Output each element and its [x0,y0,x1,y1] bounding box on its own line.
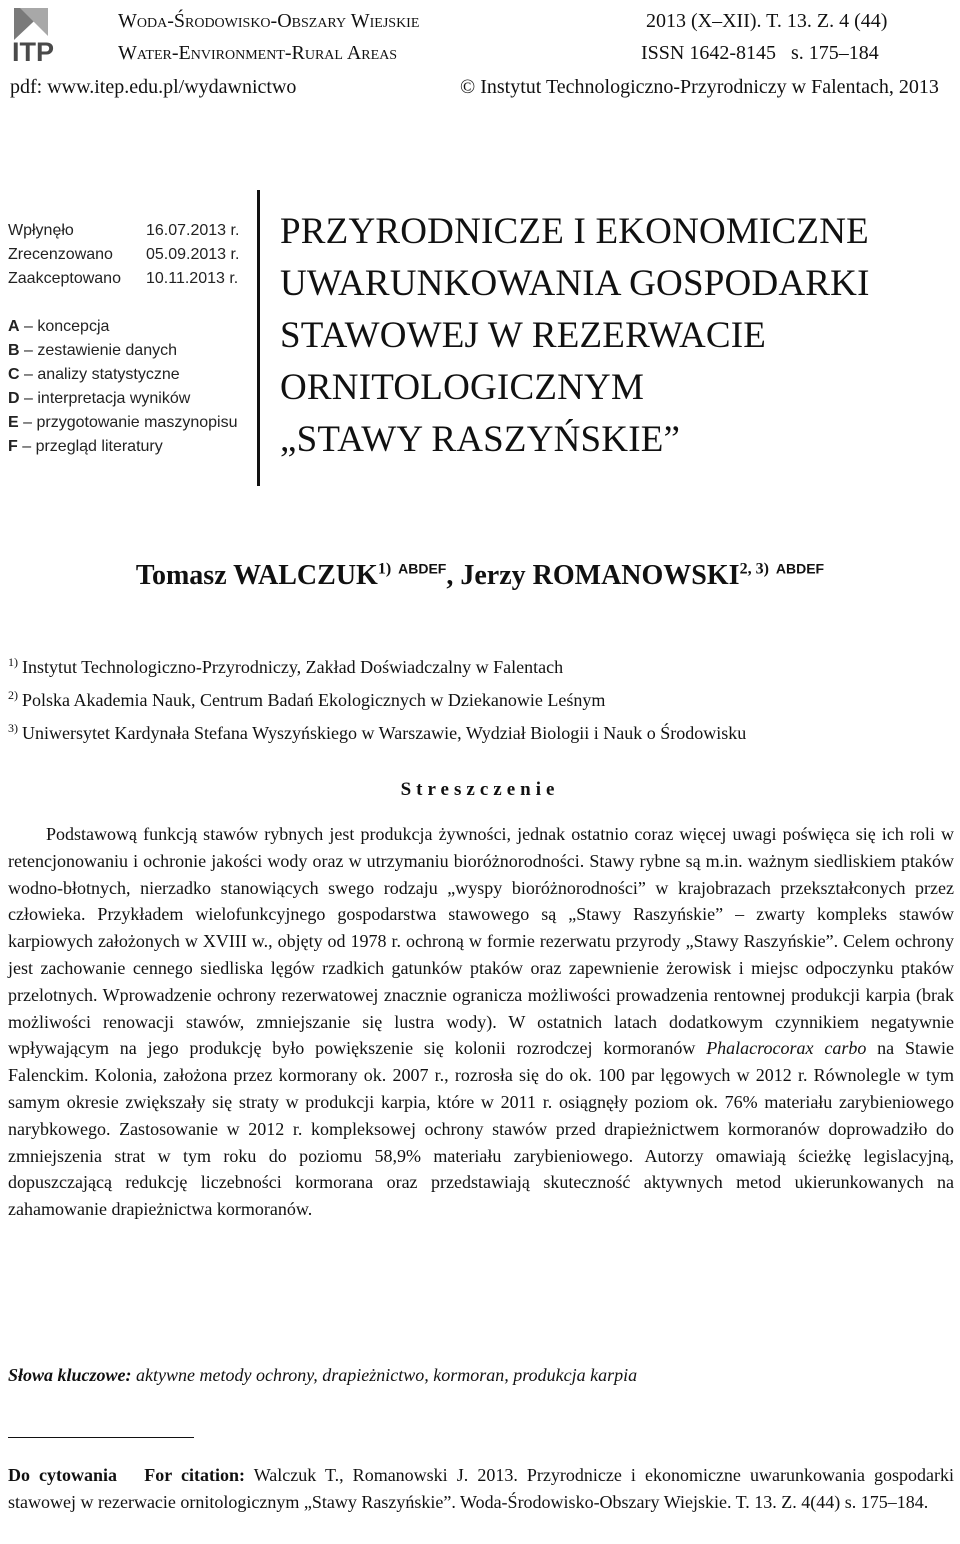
paper-title [280,206,870,466]
journal-title-pl: Woda-Środowisko-Obszary Wiejskie [118,10,420,32]
contribution-item: D – interpretacja wyników [8,390,191,407]
author-contrib-code: ABDEF [398,560,447,577]
citation-label-en: For citation: [144,1465,245,1485]
keywords-text: aktywne metody ochrony, drapieżnictwo, kormoran, produkcja karpia [131,1365,638,1385]
abstract-text: Podstawową funkcją stawów rybnych jest produkcja żywności, jednak ostatnio coraz więcej uwagi poświęca się ich roli w retencjonowaniu i ochronie jakości wody oraz w utrzymaniu bioróżnorodności. Stawy rybne są m.in. ważnym siedliskiem ptaków wodno-błotnych, nierzadko stanowiących swego rodzaju „wyspy bioróżnorodności” w krajobrazach przekształconych przez człowieka. Przykładem wielofunkcyjnego gospodarstwa stawowego są „Stawy Raszyńskie” – zwarty kompleks stawów karpiowych założonych w XVIII w., objęty od 1978 r. ochroną w formie rezerwatu przyrody „Stawy Raszyńskie”. Celem ochrony jest zachowanie cennego siedliska lęgów rzadkich gatunków ptaków oraz zapewnienie żerowisk i miejsc odpoczynku ptaków przelotnych. Wprowadzenie ochrony rezerwatowej znacznie ogranicza możliwości prowadzenia rentownej produkcji karpia (brak możliwości renowacji stawów, zmniejszanie się lustra wody). W ostatnich latach dodatkowym czynnikiem negatywnie wpływającym na jego produkcję było powiększenie się kolonii rozrodczej kormoranów Phalacrocorax carbo na Stawie Falenckim. Kolonia, założona przez kormorany ok. 2007 r., rozrosła się do ok. 100 par lęgowych w 2012 r. Równolegle w tym samym okresie zwiększały się straty w produkcji karpia, które w 2011 r. osiągnęły poziom ok. 76% materiału zarybieniowego narybkowego. Zastosowanie w 2012 r. kompleksowej ochrony stawów przed drapieżnictwem kormoranów doprowadziło do zmniejszenia strat w tym roku do poziomu 58,9% materiału zarybieniowego. Autorzy omawiają ścieżkę legislacyjną, dopuszczającą redukcję liczebności kormorana oraz przedstawiają skuteczność aktywnych metod ukierunkowanych na zahamowanie drapieżnictwa kormoranów. [8,824,954,1220]
contribution-item: E – przygotowanie maszynopisu [8,414,238,431]
date-value: 05.09.2013 r. [146,246,240,263]
author-affil-sup: 1) [377,560,392,578]
issn-pages: ISSN 1642-8145 s. 175–184 [641,42,879,64]
copyright-line: © Instytut Technologiczno-Przyrodniczy w Falentach, 2013 [460,76,939,98]
authors-line [0,560,960,592]
received-dates [8,219,239,291]
abstract-heading: Streszczenie [400,779,560,800]
contribution-item: F – przegląd literatury [8,438,163,455]
species-name: Phalacrocorax carbo [706,1038,867,1059]
date-label: Wpłynęło [8,222,74,239]
title-line: STAWOWEJ W REZERWACIE [280,315,767,356]
date-label: Zrecenzowano [8,246,113,263]
date-value: 16.07.2013 r. [146,222,240,239]
contribution-item: A – koncepcja [8,318,110,335]
keywords [8,1362,954,1388]
author-separator: , [446,560,461,591]
affiliation-item: $^{2)}$ Polska Akademia Nauk, Centrum Badań Ekologicznych w Dziekanowie Leśnym [8,688,606,710]
vertical-divider [257,190,260,486]
contribution-item: C – analizy statystyczne [8,366,180,383]
affiliation-item: $^{3)}$ Uniwersytet Kardynała Stefana Wyszyńskiego w Warszawie, Wydział Biologii i Nauk o Środowisku [8,721,747,743]
affiliations [8,648,746,747]
title-line: „STAWY RASZYŃSKIE” [280,419,681,460]
pdf-link[interactable]: pdf: www.itep.edu.pl/wydawnictwo [10,76,297,98]
keywords-label: Słowa kluczowe: [8,1365,132,1385]
citation-label-pl: Do cytowania [8,1465,118,1485]
logo-text: ITP [12,37,55,64]
author-name: Jerzy ROMANOWSKI [460,560,740,591]
itp-logo [10,6,88,64]
title-line: UWARUNKOWANIA GOSPODARKI [280,263,870,304]
journal-title-en: Water-Environment-Rural Areas [118,42,398,64]
title-line: PRZYRODNICZE I EKONOMICZNE [280,211,869,252]
author-name: Tomasz WALCZUK [135,560,378,591]
title-line: ORNITOLOGICZNYM [280,367,645,408]
author-contributions [8,315,237,459]
date-label: Zaakceptowano [8,270,121,287]
author-affil-sup: 2, 3) [739,560,769,578]
issue-info: 2013 (X–XII). T. 13. Z. 4 (44) [646,10,888,32]
contribution-item: B – zestawienie danych [8,342,177,359]
affiliation-item: $^{1)}$ Instytut Technologiczno-Przyrodniczy, Zakład Doświadczalny w Falentach [8,655,564,677]
date-value: 10.11.2013 r. [146,270,239,287]
author-contrib-code: ABDEF [775,560,825,577]
footnote-rule [8,1437,194,1438]
citation-text: Walczuk T., Romanowski J. 2013. Przyrodnicze i ekonomiczne uwarunkowania gospodarki stawowej w rezerwacie ornitologicznym „Stawy Raszyńskie”. Woda-Środowisko-Obszary Wiejskie. T. 13. Z. 4(44) s. 175–184. [8,1465,954,1512]
citation [8,1462,954,1515]
